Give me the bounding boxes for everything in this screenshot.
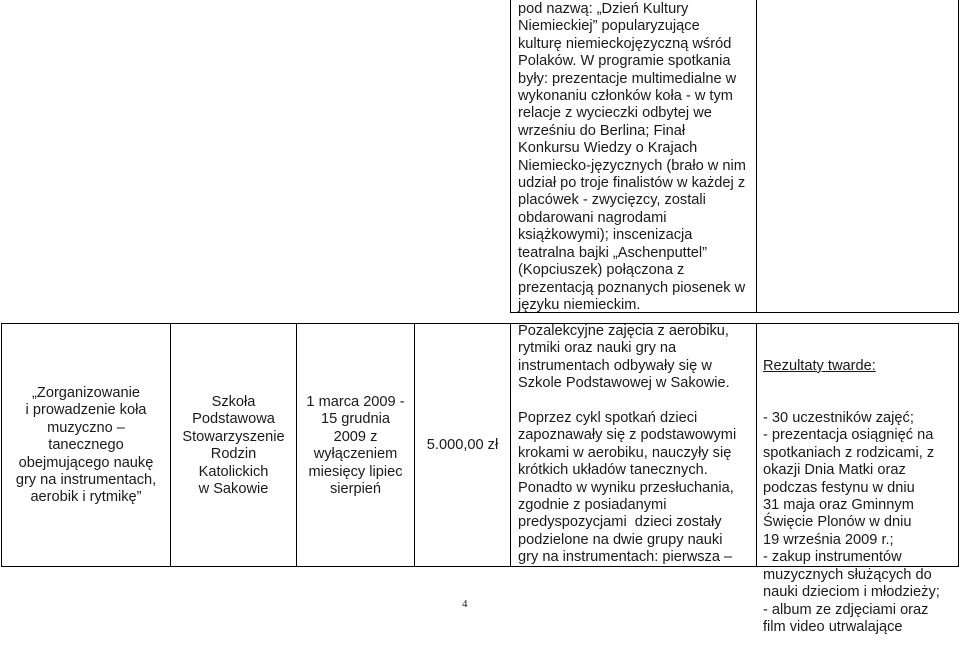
grid-line (958, 323, 959, 567)
results-list: - 30 uczestników zajęć; - prezentacja osiągnięć na spotkaniach z rodzicami, z okazji Dnia Matki oraz podczas festynu w dniu 31 maja oraz Gminnym Święcie Plonów w dniu 19 września 2009 r.; - zakup instrumentów muzycznych służących do nauki dzieciom i młodzieży; - album ze zdjęciami oraz film video utrwalające (763, 410, 940, 635)
grid-line (510, 0, 511, 313)
task-name-cell: „Zorganizowanie i prowadzenie koła muzyczno – tanecznego obejmującego naukę gry na instrumentach, aerobik i rytmikę” (15, 385, 157, 506)
grid-line (756, 323, 757, 567)
grid-line (958, 0, 959, 313)
period-cell: 1 marca 2009 - 15 grudnia 2009 z wyłączeniem miesięcy lipiec sierpień (306, 394, 405, 498)
amount-cell: 5.000,00 zł (426, 437, 499, 453)
page-number: 4 (462, 598, 468, 610)
grid-line (756, 0, 757, 313)
results-cell (763, 323, 940, 654)
organization-cell: Szkoła Podstawowa Stowarzyszenie Rodzin Katolickich w Sakowie (182, 394, 285, 498)
top-description-cell: pod nazwą: „Dzień Kultury Niemieckiej” popularyzujące kulturę niemieckojęzyczną wśród Polaków. W programie spotkania były: prezentacje multimedialne w wykonaniu członków koła - w tym relacje z wycieczki odbytej we wrześniu do Berlina; Finał Konkursu Wiedzy o Krajach Niemiecko-języcznych (brało w nim udział po troje finalistów w każdej z placówek - zwycięzcy, zostali obdarowani nagrodami książkowymi); inscenizacja teatralna bajki „Aschenputtel” (Kopciuszek) połączona z prezentacją poznanych piosenek w języku niemieckim. (518, 1, 746, 313)
results-heading: Rezultaty twarde: (763, 357, 876, 374)
realization-description-cell: Pozalekcyjne zajęcia z aerobiku, rytmiki oraz nauki gry na instrumentach odbywały się w Szkole Podstawowej w Sakowie. Poprzez cykl spotkań dzieci zapoznawały się z podstawowymi krokami w aerobiku, nauczyły się krótkich układów tanecznych. Ponadto w wyniku przesłuchania, zgodnie z posiadanymi predyspozycjami dzieci zostały podzielone na dwie grupy nauki gry na instrumentach: pierwsza – (518, 323, 737, 566)
